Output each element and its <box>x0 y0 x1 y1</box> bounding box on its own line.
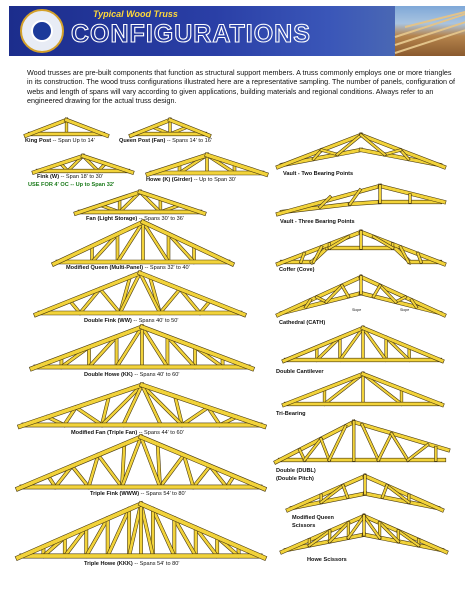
double-pitch-web <box>408 445 428 460</box>
howe-k-label: Howe (K) (Girder) -- Up to Span 30' <box>146 177 236 183</box>
cathedral-label: Cathedral (CATH) <box>279 320 326 326</box>
fan-label: Fan (Light Storage) -- Spans 30' to 36' <box>86 216 184 222</box>
triple-howe-label: Triple Howe (KKK) -- Spans 54' to 80' <box>84 561 180 567</box>
page-title: CONFIGURATIONS <box>71 20 311 48</box>
double-dubl-label: Double (DUBL) <box>276 468 316 474</box>
vault-three-label: Vault - Three Bearing Points <box>280 219 355 225</box>
triple-fink-truss-web <box>193 466 210 487</box>
modified-fan-truss-web <box>182 407 208 425</box>
coffer-label: Coffer (Cove) <box>279 267 315 273</box>
howe-scissors-bottom-chord <box>364 535 442 550</box>
modified-queen-label: Modified Queen (Multi-Panel) -- Spans 32' to 40' <box>66 265 190 271</box>
vault-three-bottom-chord <box>350 202 380 204</box>
double-fink-truss-web <box>100 289 120 313</box>
fink-note: USE FOR 4' OC -- Up to Span 32' <box>28 182 115 188</box>
vault-two-label: Vault - Two Bearing Points <box>283 171 354 177</box>
slope-label-right: Slope <box>400 308 410 312</box>
howe-scissors-bottom-chord <box>286 535 364 550</box>
triple-fink-truss-web <box>98 455 122 487</box>
double-howe-truss-top-chord-right <box>142 327 252 369</box>
cathedral-web <box>374 286 380 297</box>
fink-label: Fink (W) -- Span 18' to 30' <box>37 174 103 180</box>
mq-scissors-top-chord <box>365 476 442 510</box>
vault-three-top-chord <box>380 186 444 202</box>
modified-fan-truss-web <box>76 407 102 425</box>
triple-howe-truss-top-chord-right <box>141 504 264 558</box>
slope-label-left: Slope <box>352 308 362 312</box>
triple-fink-truss-web <box>160 455 184 487</box>
modified-queen-scissors-label: Modified Queen <box>292 515 334 521</box>
howe-scissors-label: Howe Scissors <box>307 557 347 563</box>
king-post-label: King Post -- Span Up to 14' <box>25 138 95 144</box>
double-pitch-web <box>321 439 329 460</box>
triple-howe-truss-top-chord-left <box>18 504 141 558</box>
triple-fink-label: Triple Fink (WWW) -- Spans 54' to 80' <box>90 491 186 497</box>
double-pitch-top-chord <box>276 422 354 462</box>
banner-subtitle: Typical Wood Truss <box>93 9 178 19</box>
intro-paragraph: Wood trusses are pre-built components that function as structural support members. A truss commonly employs one or more triangles in its construction. The wood truss configurations illustrated here are a representative sampling. The number of panels, configuration of webs and length of spans will vary according to given applications, building materials and regional conditions. Always refer to an engineered drawing for the actual truss design. <box>27 68 456 106</box>
double-cantilever-label: Double Cantilever <box>276 369 324 375</box>
double-pitch-web <box>378 434 391 460</box>
double-pitch-label: (Double Pitch) <box>276 476 314 482</box>
double-howe-label: Double Howe (KK) -- Spans 40' to 60' <box>84 372 180 378</box>
double-howe-truss-top-chord-left <box>32 327 142 369</box>
modified-queen-scissors-label-2: Scissors <box>292 523 316 529</box>
tri-bearing-label: Tri-Bearing <box>276 411 306 417</box>
queen-post-label: Queen Post (Fan) -- Spans 14' to 16' <box>119 138 212 144</box>
triple-fink-truss-web <box>72 466 89 487</box>
double-fink-label: Double Fink (WW) -- Spans 40' to 50' <box>84 318 179 324</box>
double-fink-truss-web <box>160 289 180 313</box>
cathedral-web <box>342 286 348 297</box>
modified-fan-label: Modified Fan (Triple Fan) -- Spans 44' to 60' <box>71 430 184 436</box>
